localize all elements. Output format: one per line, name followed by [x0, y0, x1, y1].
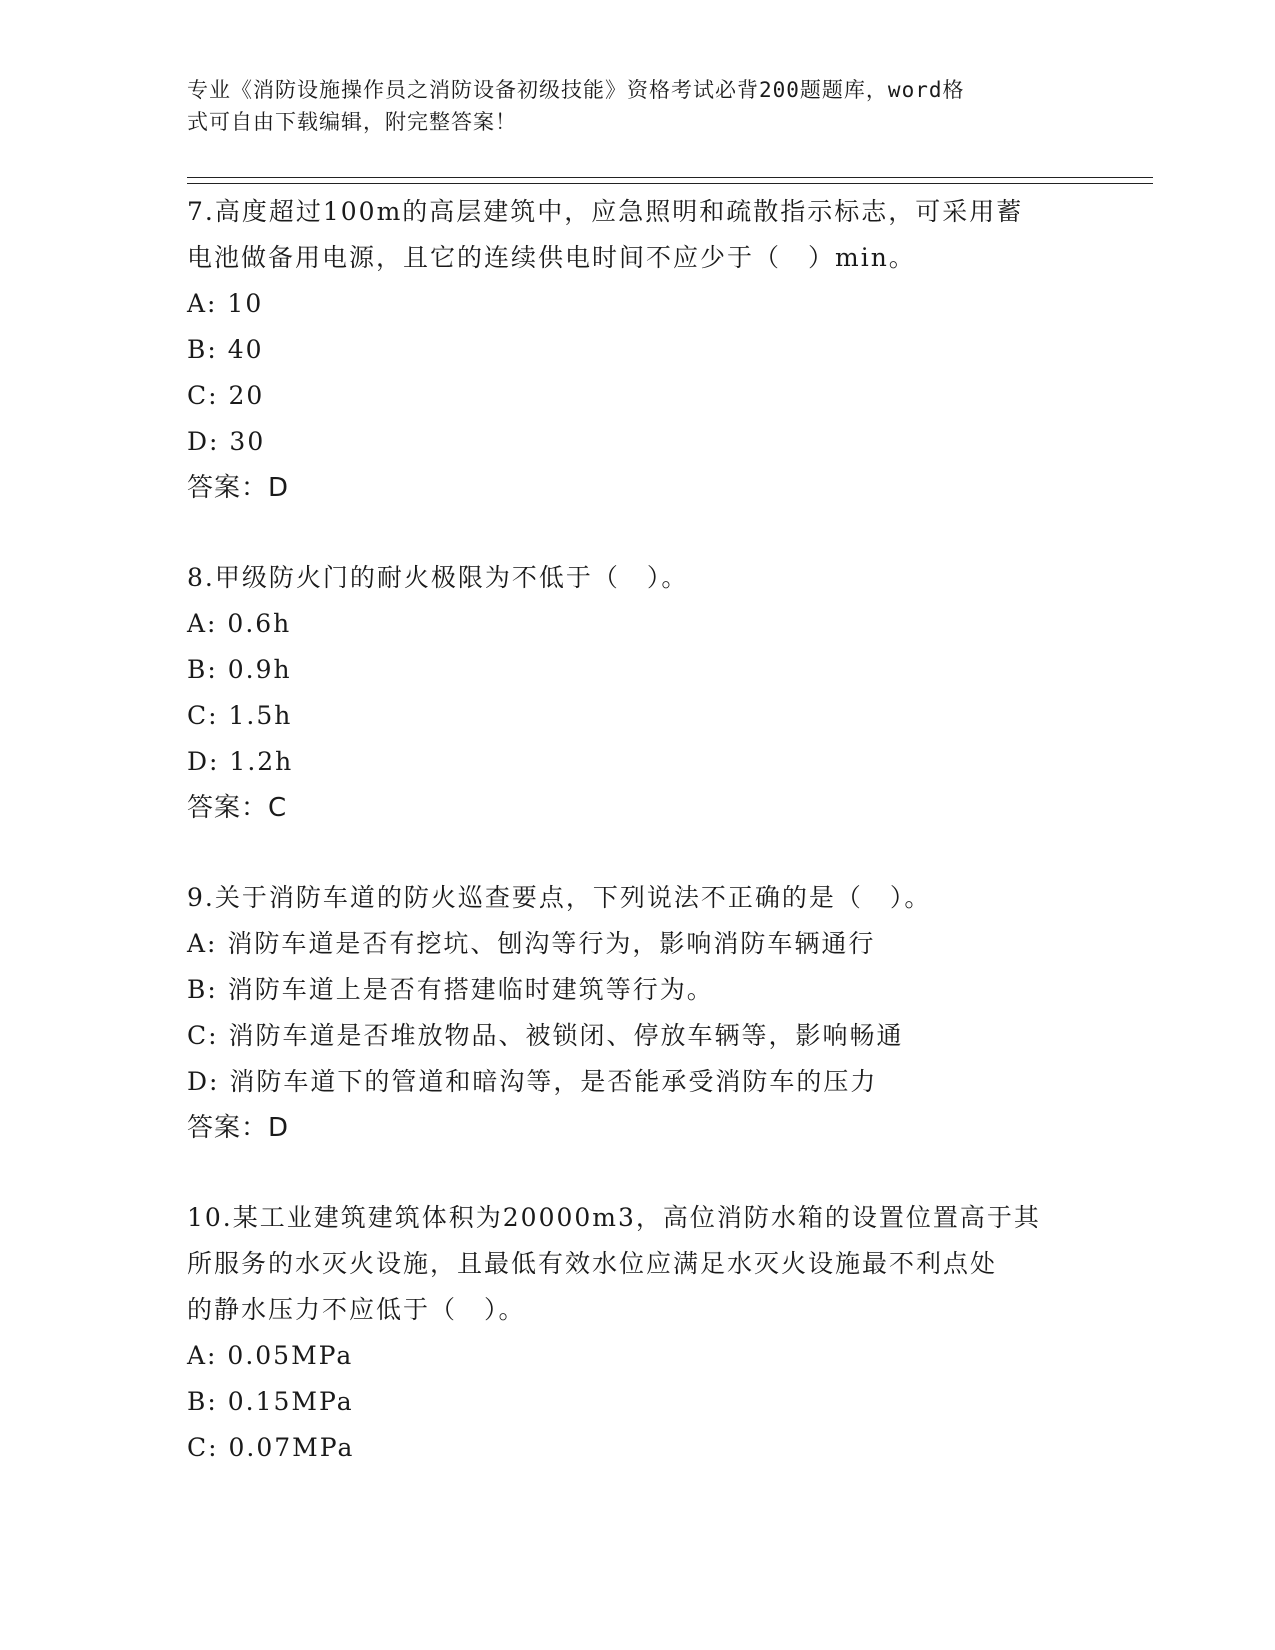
option-b: B: 消防车道上是否有搭建临时建筑等行为。 — [187, 975, 714, 1004]
option-c: C: 1.5h — [187, 701, 293, 730]
option-a: A: 0.6h — [187, 609, 292, 638]
question-7 — [187, 189, 1087, 511]
option-d: D: 30 — [187, 427, 266, 456]
option-b: B: 0.15MPa — [187, 1387, 354, 1416]
option-c: C: 消防车道是否堆放物品、被锁闭、停放车辆等，影响畅通 — [187, 1021, 904, 1050]
question-stem-line: 电池做备用电源，且它的连续供电时间不应少于（ ）min。 — [187, 243, 916, 272]
answer-label: 答案：D — [187, 1113, 290, 1143]
option-b: B: 40 — [187, 335, 264, 364]
header-divider-top — [187, 177, 1153, 178]
question-stem-line: 的静水压力不应低于（ ）。 — [187, 1295, 526, 1324]
option-d: D: 1.2h — [187, 747, 294, 776]
option-a: A: 0.05MPa — [187, 1341, 354, 1370]
question-stem-line: 7.高度超过100m的高层建筑中，应急照明和疏散指示标志，可采用蓄 — [187, 197, 1024, 226]
option-c: C: 0.07MPa — [187, 1433, 355, 1462]
option-c: C: 20 — [187, 381, 265, 410]
document-header — [187, 74, 1067, 138]
answer-label: 答案：C — [187, 793, 288, 823]
header-divider-bottom — [187, 183, 1153, 184]
header-line-2: 式可自由下载编辑，附完整答案！ — [187, 110, 517, 134]
answer-label: 答案：D — [187, 473, 290, 503]
question-stem-line: 10.某工业建筑建筑体积为20000m3，高位消防水箱的设置位置高于其 — [187, 1203, 1041, 1232]
option-a: A: 消防车道是否有挖坑、刨沟等行为，影响消防车辆通行 — [187, 929, 876, 958]
option-a: A: 10 — [187, 289, 264, 318]
question-10 — [187, 1195, 1087, 1471]
question-8 — [187, 555, 1087, 831]
option-d: D: 消防车道下的管道和暗沟等，是否能承受消防车的压力 — [187, 1067, 878, 1096]
option-b: B: 0.9h — [187, 655, 292, 684]
header-line-1: 专业《消防设施操作员之消防设备初级技能》资格考试必背200题题库，word格 — [187, 78, 965, 102]
question-stem-line: 9.关于消防车道的防火巡查要点，下列说法不正确的是（ ）。 — [187, 883, 932, 912]
question-stem-line: 8.甲级防火门的耐火极限为不低于（ ）。 — [187, 563, 689, 592]
question-stem-line: 所服务的水灭火设施，且最低有效水位应满足水灭火设施最不利点处 — [187, 1249, 998, 1278]
question-9 — [187, 875, 1087, 1151]
